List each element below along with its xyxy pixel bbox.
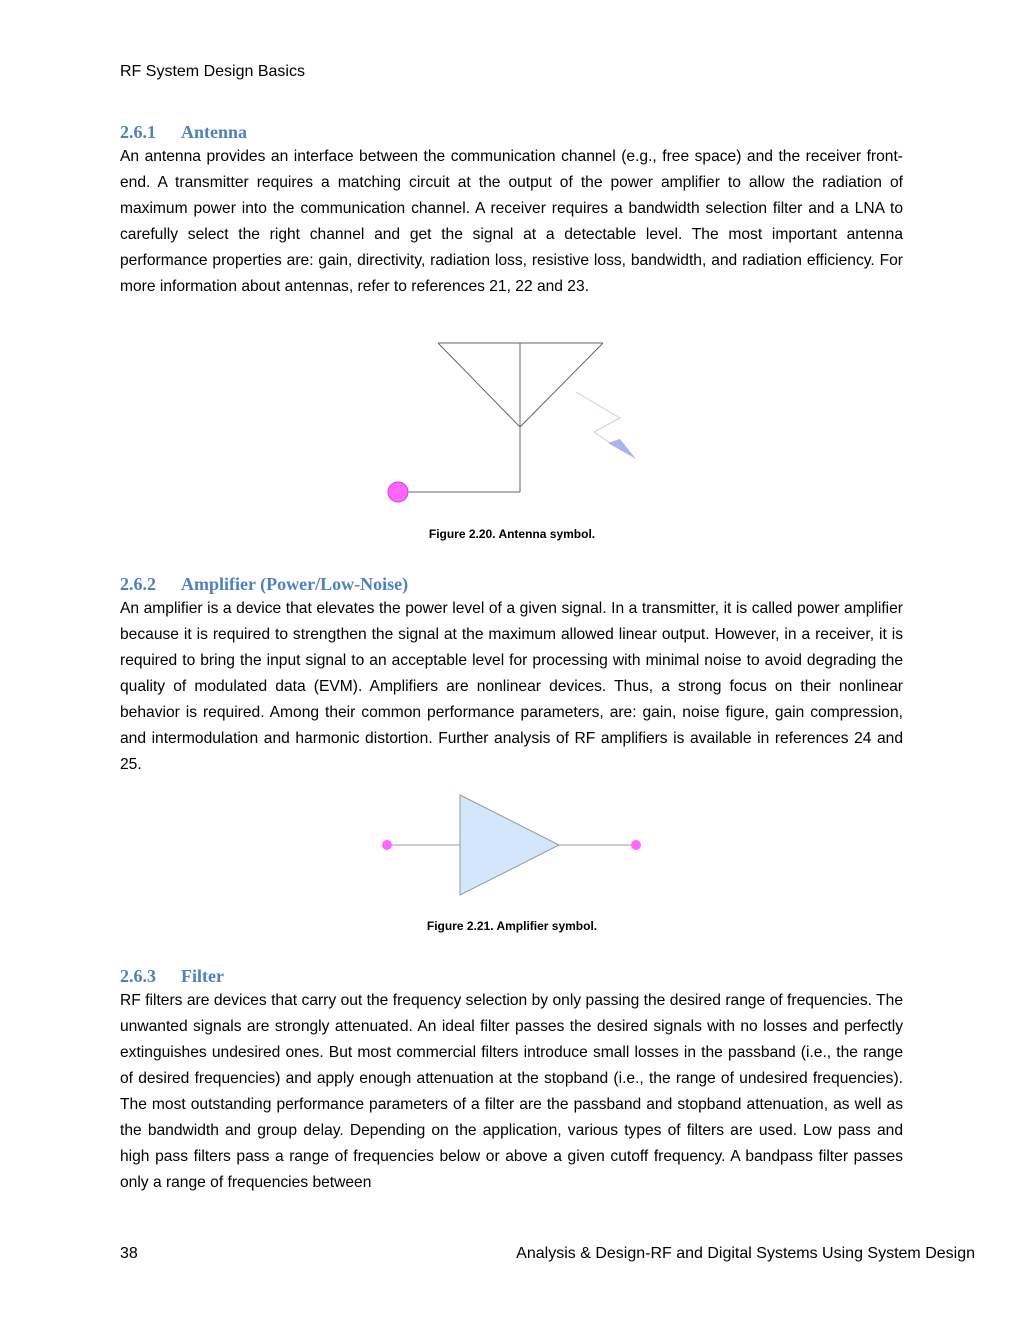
section-number: 2.6.2 bbox=[120, 574, 156, 594]
amplifier-output-port-icon bbox=[631, 840, 641, 850]
amplifier-triangle-icon bbox=[460, 795, 559, 895]
page-number: 38 bbox=[120, 1245, 138, 1262]
antenna-icon bbox=[398, 343, 603, 492]
section-title: Filter bbox=[181, 966, 224, 986]
section-title: Amplifier (Power/Low-Noise) bbox=[181, 574, 409, 594]
antenna-paragraph: An antenna provides an interface between the communication channel (e.g., free space) and the receiver front-end. A transmitter requires a matching circuit at the output of the power amplifier to allow the radiation of maximum power into the communication channel. A receiver requires a bandwidth selection filter and a LNA to carefully select the right channel and get the signal at a detectable level. The most important antenna performance properties are: gain, directivity, radiation loss, resistive loss, bandwidth, and radiation efficiency. For more information about antennas, refer to references 21, 22 and 23. bbox=[120, 148, 903, 295]
section-number: 2.6.3 bbox=[120, 966, 156, 986]
section-heading-antenna bbox=[120, 121, 247, 143]
figure-caption-antenna: Figure 2.20. Antenna symbol. bbox=[428, 527, 596, 541]
antenna-port-icon bbox=[388, 482, 408, 502]
radiation-arrow-icon bbox=[576, 392, 636, 459]
amplifier-symbol-figure bbox=[375, 790, 650, 902]
amplifier-input-port-icon bbox=[382, 840, 392, 850]
figure-caption-amplifier: Figure 2.21. Amplifier symbol. bbox=[426, 919, 598, 933]
footer-book-title: Analysis & Design-RF and Digital Systems Using System Design bbox=[516, 1245, 975, 1262]
section-number: 2.6.1 bbox=[120, 122, 156, 142]
antenna-symbol-figure bbox=[380, 335, 650, 510]
section-heading-amplifier bbox=[120, 573, 408, 595]
running-header: RF System Design Basics bbox=[120, 63, 305, 80]
section-heading-filter bbox=[120, 965, 224, 987]
section-title: Antenna bbox=[181, 122, 248, 142]
amplifier-paragraph: An amplifier is a device that elevates the power level of a given signal. In a transmitter, it is called power amplifier because it is required to strengthen the signal at the maximum allowed linear output. However, in a receiver, it is required to bring the input signal to an acceptable level for processing with minimal noise to avoid degrading the quality of modulated data (EVM). Amplifiers are nonlinear devices. Thus, a strong focus on their nonlinear behavior is required. Among their common performance parameters, are: gain, noise figure, gain compression, and intermodulation and harmonic distortion. Further analysis of RF amplifiers is available in references 24 and 25. bbox=[120, 600, 903, 773]
filter-paragraph: RF filters are devices that carry out the frequency selection by only passing the desired range of frequencies. The unwanted signals are strongly attenuated. An ideal filter passes the desired signals with no losses and perfectly extinguishes undesired ones. But most commercial filters introduce small losses in the passband (i.e., the range of desired frequencies) and apply enough attenuation at the stopband (i.e., the range of undesired frequencies). The most outstanding performance parameters of a filter are the passband and stopband attenuation, as well as the bandwidth and group delay. Depending on the application, various types of filters are used. Low pass and high pass filters pass a range of frequencies below or above a given cutoff frequency. A bandpass filter passes only a range of frequencies between bbox=[120, 992, 903, 1191]
